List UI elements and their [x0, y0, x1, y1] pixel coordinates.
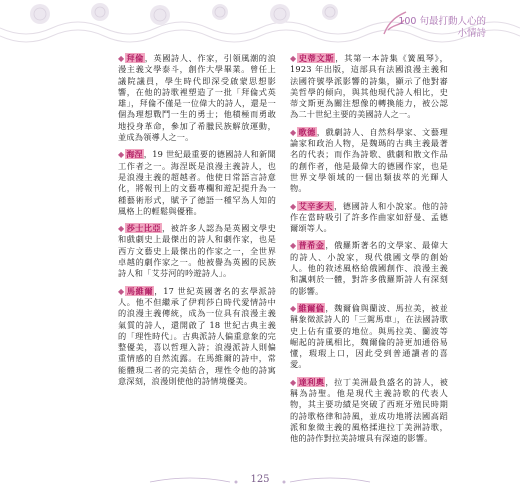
poet-entry	[290, 53, 448, 121]
poet-name: 維爾倫	[298, 302, 325, 313]
poet-name: 馬維爾	[126, 285, 154, 296]
poet-entry	[118, 149, 276, 217]
diamond-bullet-icon: ◆	[290, 303, 297, 313]
diamond-bullet-icon: ◆	[290, 241, 297, 251]
diamond-bullet-icon: ◆	[118, 150, 125, 160]
diamond-bullet-icon: ◆	[118, 224, 125, 234]
poet-bio: ，英國詩人、作家，引領風潮的浪漫主義文學泰斗，創作大學畢業。曾任上議院議員，學生時代即深受啟蒙思想影響，在他的詩歌裡塑造了一批「拜倫式英雄」，拜倫不僅是一位偉大的詩人，還是一個為理想戰鬥一生的勇士；他積極而勇敢地投身革命，參加了希臘民族解放運動，並成為領導人之一。	[118, 53, 276, 143]
poet-name: 莎士比亞	[126, 223, 161, 234]
poet-bio: ，魏爾倫與蘭波、馬拉美，被並稱象徵派詩人的「三駕馬車」，在法國詩歌史上佔有重要的地位。與馬拉美、蘭波等崛起的詩風相比，魏爾倫的詩更加通俗易懂，瑕瑕上口，因此受到普通讀者的喜愛。	[290, 302, 448, 370]
poet-name: 史蒂文斯	[298, 53, 335, 63]
poet-bio: ，德國詩人和小說家。他的詩作在當時吸引了許多作曲家如舒曼、孟德爾頌等人。	[290, 200, 448, 234]
poet-name: 達利奧	[298, 376, 325, 387]
poet-bio: ，拉丁美洲最負盛名的詩人，被稱為詩聖。他是現代主義詩歌的代表人物，其主要功績是突破了西班牙殖民時期的詩歌格律和詩風，並成功地將法國高蹈派和象徵主義的風格揉進拉丁美洲詩歌，他的詩作對拉美詩壇具有深遠的影響。	[290, 376, 448, 444]
poet-name: 歌德	[298, 126, 316, 137]
book-title-line1: 100 句最打動人心的	[398, 16, 486, 27]
poet-entry	[290, 377, 448, 445]
poet-bio: ，俄羅斯著名的文學家、最偉大的詩人、小說家，現代俄國文學的創始人。他的敘述風格給俄國創作、浪漫主義和諷刺於一體，對許多俄羅斯詩人有深刻的影響。	[290, 240, 448, 296]
poet-entry	[290, 303, 448, 371]
poet-name: 艾辛多夫	[298, 200, 333, 211]
diamond-bullet-icon: ◆	[290, 54, 297, 63]
poet-name: 拜倫	[126, 53, 144, 63]
poet-entry	[290, 127, 448, 195]
poet-bio: ，戲劇詩人、自然科學家、文藝理論家和政治人物，是魏瑪的古典主義最著名的代表；而作為詩歌、戲劇和散文作品的創作者，他是最偉大的德國作家，也是世界文學領域的一個出類拔萃的光輝人物。	[290, 126, 448, 194]
diamond-bullet-icon: ◆	[118, 54, 125, 63]
poet-bio: ，17 世紀英國著名的玄學派詩人。他不但繼承了伊莉莎白時代愛情詩中的浪漫主義傳統，成為一位具有浪漫主義氣質的詩人，還開啟了 18 世紀古典主義的「理性時代」。古典派詩人偏重意象的完整優美，喜以哲理入詩；浪漫派詩人則偏重情感的自然流露。在馬維爾的詩中，常能體現二者的完美結合，理性令他的詩寓意深刻，浪漫則使他的詩情境優美。	[118, 285, 276, 387]
diamond-bullet-icon: ◆	[118, 286, 125, 296]
page-number: 125	[250, 474, 270, 485]
poet-name: 普希金	[298, 240, 325, 251]
poet-entry	[118, 53, 276, 143]
poet-entry	[118, 286, 276, 388]
poet-bio: ，其第一本詩集《簧風琴》，1923 年出版，這部具有法國浪漫主義和法國符號學派影響的詩集，顯示了他對審美哲學的傾向，與其他現代詩人相比，史蒂文斯更為關注想像的轉換能力，被公認為二十世紀主要的美國詩人之一。	[290, 53, 448, 120]
diamond-bullet-icon: ◆	[290, 377, 297, 387]
poet-entry	[290, 201, 448, 235]
right-column	[290, 53, 448, 451]
diamond-bullet-icon: ◆	[290, 127, 297, 137]
book-title-line2: 小情詩	[457, 28, 486, 39]
poet-bio: ，19 世紀最重要的德國詩人和新聞工作者之一。海涅既是浪漫主義詩人，也是浪漫主義的超越者。他使日常語言詩意化，將報刊上的文藝專欄和遊記提升為一種藝術形式，賦予了德語一種罕為人知的風格上的輕鬆與優雅。	[118, 149, 276, 216]
poet-entry	[290, 240, 448, 296]
left-column	[118, 53, 276, 393]
poet-name: 海涅	[126, 149, 143, 160]
poet-bio: ，被許多人認為是英國文學史和戲劇史上最傑出的詩人和劇作家，也是西方文藝史上最傑出的作家之一，全世界卓越的劇作家之一。他被譽為英國的民族詩人和「艾芬河的吟遊詩人」。	[118, 223, 276, 279]
diamond-bullet-icon: ◆	[290, 201, 297, 211]
book-title	[394, 16, 486, 40]
poet-entry	[118, 223, 276, 279]
